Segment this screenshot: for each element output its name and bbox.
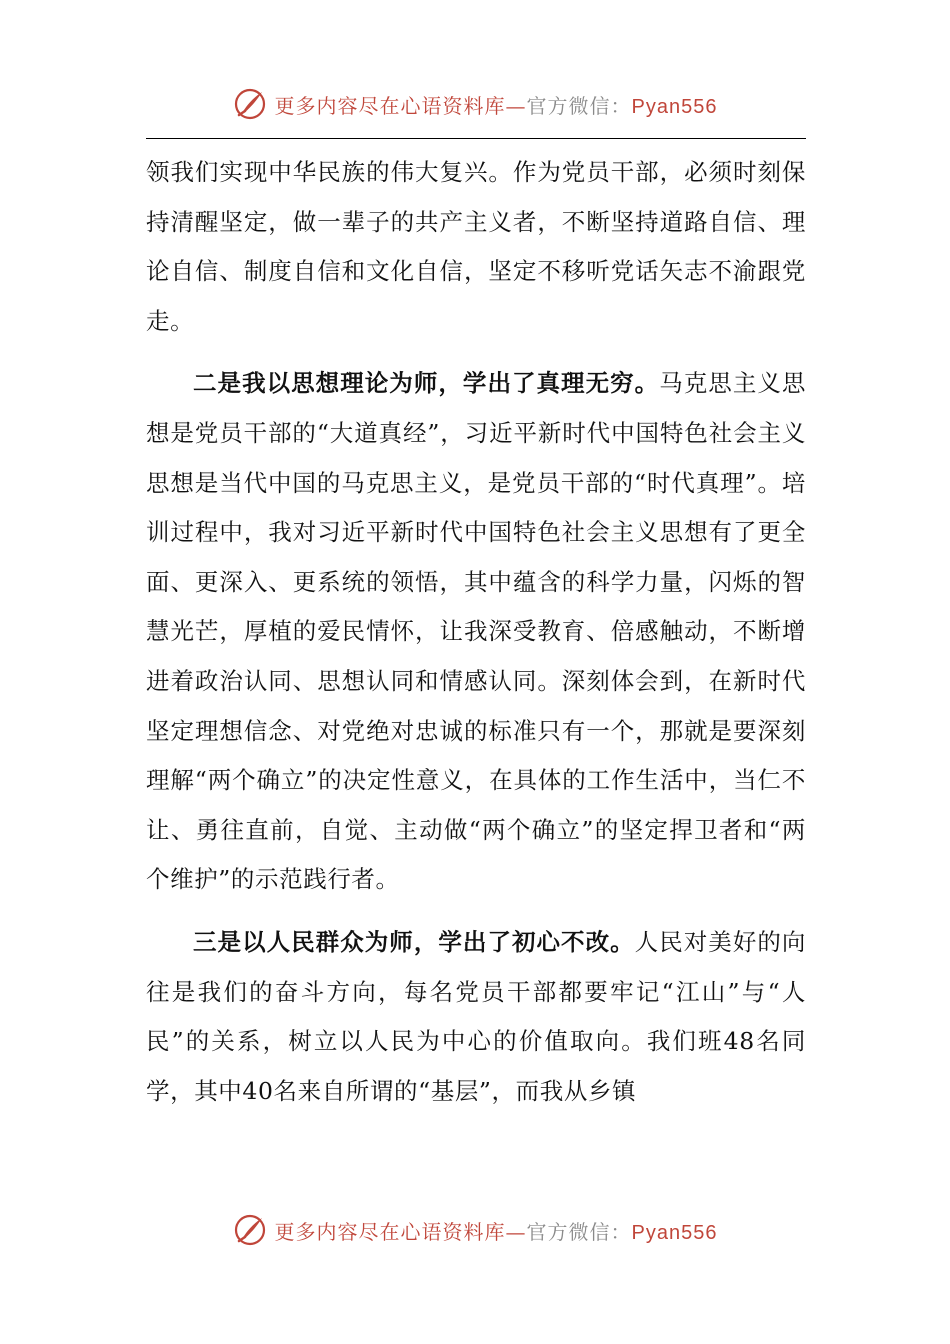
header-divider	[146, 138, 806, 139]
paragraph-text: 马克思主义思想是党员干部的“大道真经”，习近平新时代中国特色社会主义思想是当代中国的马克思主义，是党员干部的“时代真理”。培训过程中，我对习近平新时代中国特色社会主义思想有了更全面、更深入、更系统的领悟，其中蕴含的科学力量，闪烁的智慧光芒，厚植的爱民情怀，让我深受教育、倍感触动，不断增进着政治认同、思想认同和情感认同。深刻体会到，在新时代坚定理想信念、对党绝对忠诚的标准只有一个，那就是要深刻理解“两个确立”的决定性意义，在具体的工作生活中，当仁不让、勇往直前，自觉、主动做“两个确立”的坚定捍卫者和“两个维护”的示范践行者。	[146, 369, 806, 894]
watermark-text	[275, 90, 718, 119]
paragraph-lead-heading: 三是以人民群众为师，学出了初心不改。	[193, 927, 635, 956]
header-watermark	[0, 84, 950, 124]
document-body	[146, 148, 806, 1116]
watermark-text	[275, 1216, 718, 1245]
watermark-official-label: 官方微信：	[526, 1219, 632, 1244]
paragraph-theory	[146, 359, 806, 905]
paragraph-people	[146, 918, 806, 1116]
watermark-library: 更多内容尽在心语资料库	[274, 93, 506, 118]
watermark-wechat-id: Pyan556	[631, 95, 718, 118]
paragraph-lead-heading: 二是我以思想理论为师，学出了真理无穷。	[193, 369, 660, 398]
footer-watermark	[0, 1210, 950, 1250]
paragraph-text: 人民对美好的向往是我们的奋斗方向，每名党员干部都要牢记“江山”与“人民”的关系，树立以人民为中心的价值取向。我们班48名同学，其中40名来自所谓的“基层”，而我从乡镇	[146, 927, 806, 1105]
paragraph-text: 领我们实现中华民族的伟大复兴。作为党员干部，必须时刻保持清醒坚定，做一辈子的共产主义者，不断坚持道路自信、理论自信、制度自信和文化自信，坚定不移听党话矢志不渝跟党走。	[146, 158, 806, 335]
quill-pen-logo-icon	[233, 1213, 267, 1247]
paragraph-continuation	[146, 148, 806, 346]
watermark-library: 更多内容尽在心语资料库	[274, 1219, 506, 1244]
watermark-official-label: 官方微信：	[526, 93, 632, 118]
watermark-wechat-id: Pyan556	[631, 1221, 718, 1244]
quill-pen-logo-icon	[233, 87, 267, 121]
watermark-dash: —	[505, 1219, 527, 1244]
watermark-dash: —	[505, 93, 527, 118]
